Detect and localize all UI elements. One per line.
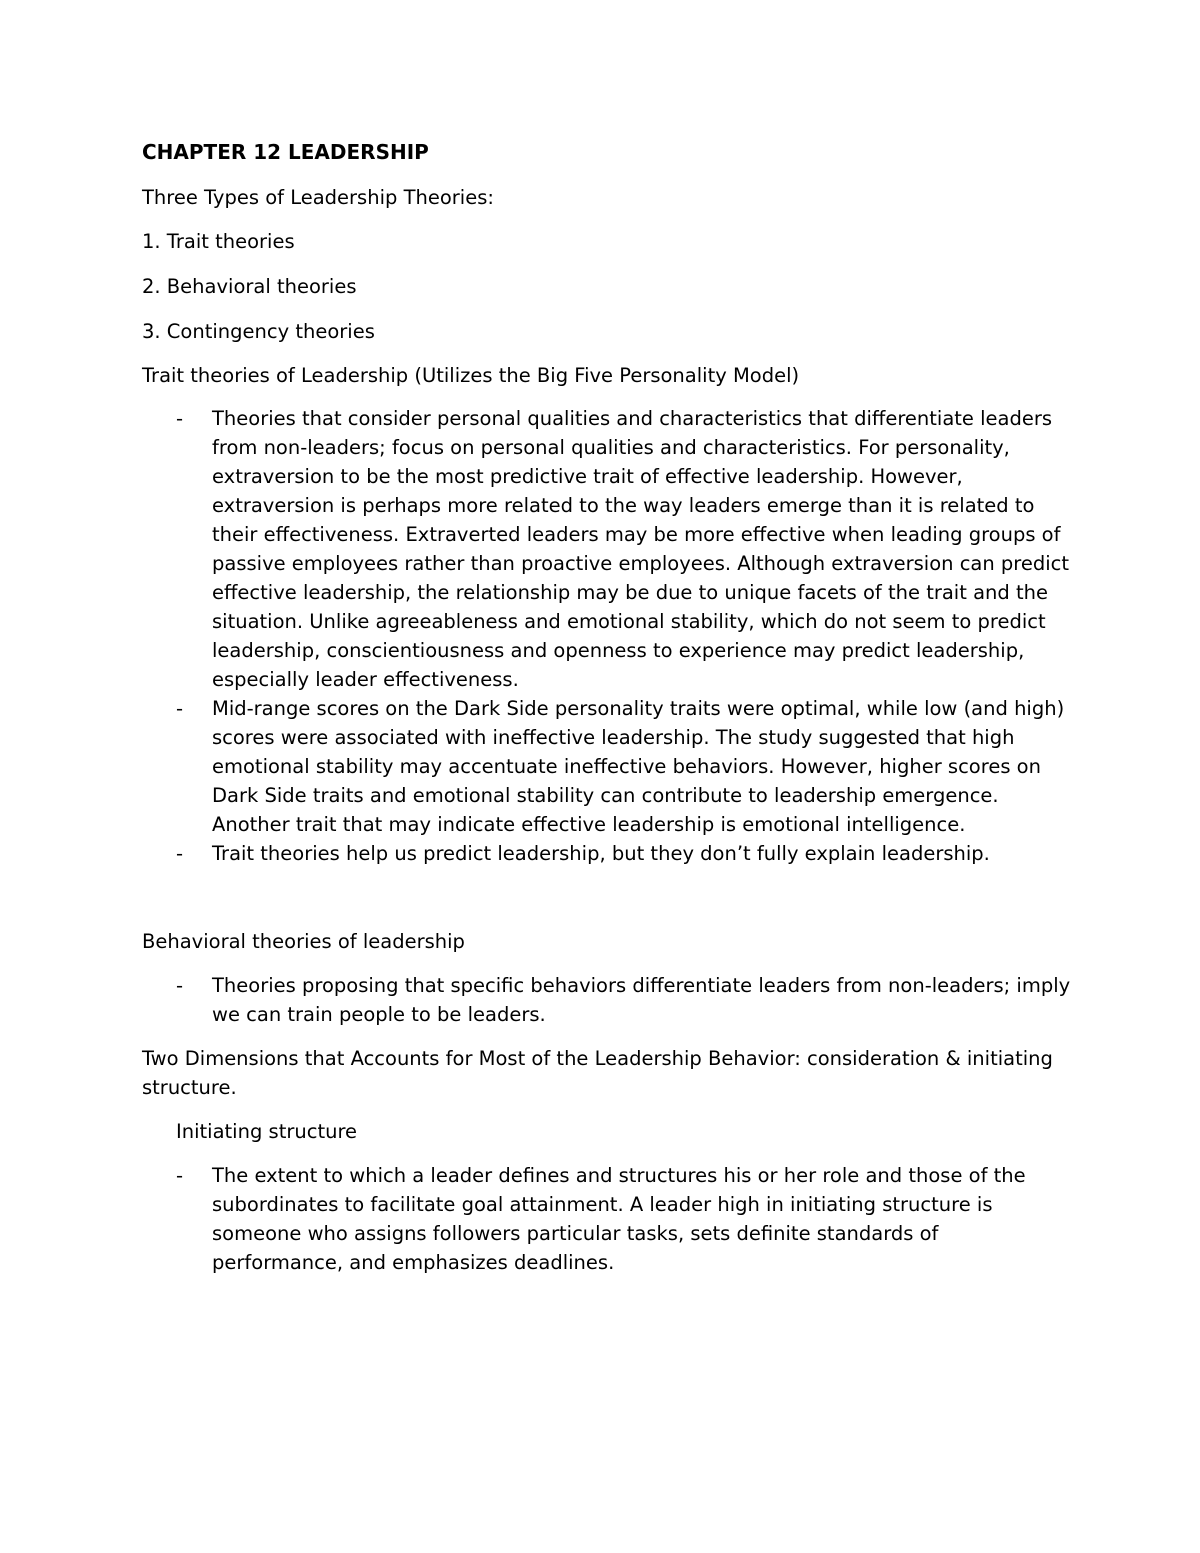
bullet-text: Trait theories help us predict leadership, but they don’t fully explain leadership. bbox=[212, 842, 990, 865]
intro-text: Three Types of Leadership Theories: bbox=[142, 186, 494, 209]
bullet-marker: - bbox=[176, 1164, 184, 1187]
bullet-marker: - bbox=[176, 407, 184, 430]
trait-section-heading: Trait theories of Leadership (Utilizes the Big Five Personality Model) bbox=[142, 364, 800, 387]
bullet-marker: - bbox=[176, 697, 184, 720]
list-item bbox=[142, 1161, 1072, 1277]
theory-type-item: 3. Contingency theories bbox=[142, 320, 375, 343]
list-item bbox=[142, 694, 1072, 839]
bullet-marker: - bbox=[176, 842, 184, 865]
behavioral-bullet-list bbox=[142, 971, 1072, 1029]
initiating-bullet-list bbox=[142, 1161, 1072, 1277]
behavioral-section-heading: Behavioral theories of leadership bbox=[142, 930, 465, 953]
theory-type-item: 1. Trait theories bbox=[142, 230, 295, 253]
dimensions-text: Two Dimensions that Accounts for Most of the Leadership Behavior: consideration & initiating structure. bbox=[142, 1047, 1053, 1099]
initiating-section-heading: Initiating structure bbox=[176, 1120, 358, 1143]
list-item bbox=[142, 839, 1072, 868]
bullet-marker: - bbox=[176, 974, 184, 997]
bullet-text: Theories that consider personal qualities and characteristics that differentiate leaders from non-leaders; focus on personal qualities and characteristics. For personality, extraversion to be the most predictive trait of effective leadership. However, extraversion is perhaps more related to the way leaders emerge than it is related to their effectiveness. Extraverted leaders may be more effective when leading groups of passive employees rather than proactive employees. Although extraversion can predict effective leadership, the relationship may be due to unique facets of the trait and the situation. Unlike agreeableness and emotional stability, which do not seem to predict leadership, conscientiousness and openness to experience may predict leadership, especially leader effectiveness. bbox=[212, 407, 1070, 691]
bullet-text: Mid-range scores on the Dark Side personality traits were optimal, while low (and high) scores were associated with ineffective leadership. The study suggested that high emotional stability may accentuate ineffective behaviors. However, higher scores on Dark Side traits and emotional stability can contribute to leadership emergence. Another trait that may indicate effective leadership is emotional intelligence. bbox=[212, 697, 1065, 836]
blank-line bbox=[142, 883, 1072, 927]
chapter-title: CHAPTER 12 LEADERSHIP bbox=[142, 140, 429, 164]
list-item bbox=[142, 404, 1072, 694]
bullet-text: The extent to which a leader defines and structures his or her role and those of the subordinates to facilitate goal attainment. A leader high in initiating structure is someone who assigns followers particular tasks, sets definite standards of performance, and emphasizes deadlines. bbox=[212, 1164, 1026, 1274]
theory-type-item: 2. Behavioral theories bbox=[142, 275, 357, 298]
bullet-text: Theories proposing that specific behaviors differentiate leaders from non-leaders; imply we can train people to be leaders. bbox=[212, 974, 1071, 1026]
document-page bbox=[142, 138, 1072, 1292]
theory-types-list bbox=[142, 227, 1072, 346]
trait-bullet-list bbox=[142, 404, 1072, 868]
list-item bbox=[142, 971, 1072, 1029]
